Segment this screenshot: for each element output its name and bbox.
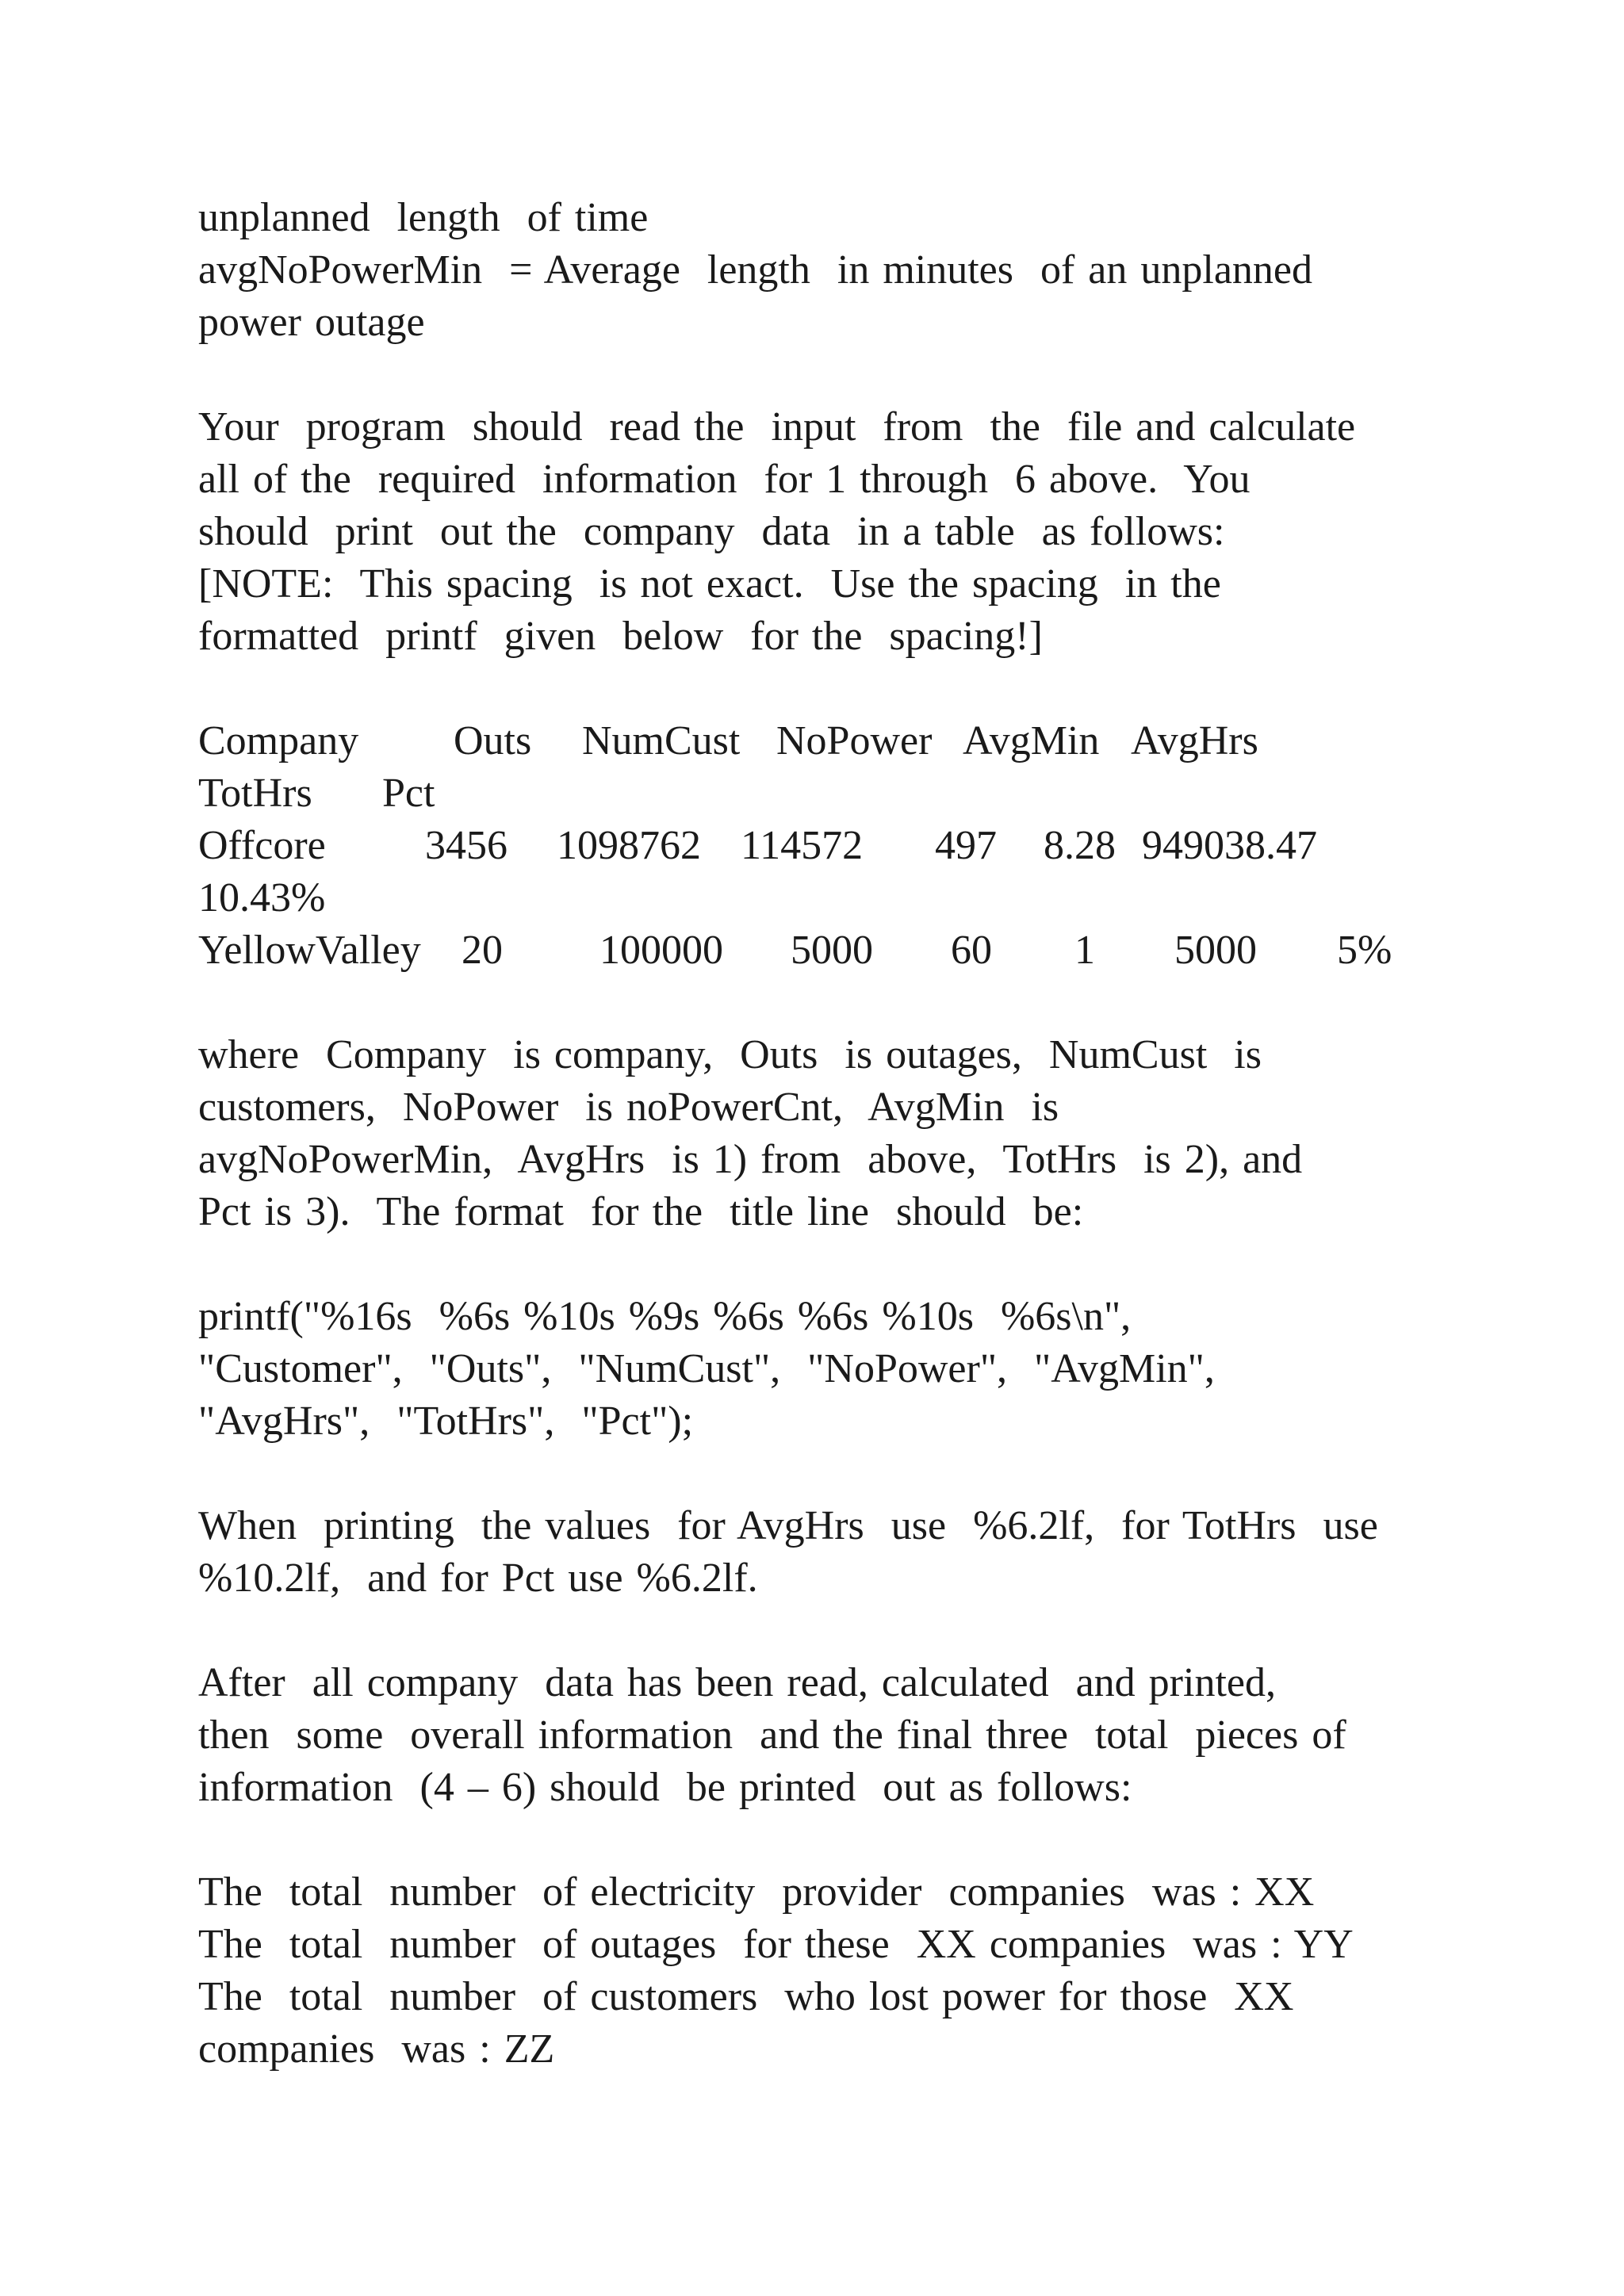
header-numcust: NumCust: [582, 718, 741, 763]
table-header-row-wrap: [198, 767, 1499, 820]
table-row: [198, 820, 1499, 872]
para2-line-4: Pct is 3). The format for the title line should be:: [198, 1189, 1084, 1234]
para4-line-2: then some overall information and the final three total pieces of: [198, 1712, 1346, 1758]
header-outs: Outs: [454, 718, 532, 763]
para1-line-5: formatted printf given below for the spacing!]: [198, 614, 1043, 659]
cell-avgmin: 60: [951, 928, 992, 973]
code-line-3: "AvgHrs", "TotHrs", "Pct");: [198, 1399, 694, 1444]
cell-pct: 5%: [1337, 928, 1392, 973]
cell-numcust: 100000: [599, 928, 723, 973]
table-header-row: [198, 715, 1499, 767]
para5-line-2: The total number of outages for these XX companies was : YY: [198, 1922, 1354, 1967]
para5-line-1: The total number of electricity provider companies was : XX: [198, 1869, 1315, 1915]
header-avgmin: AvgMin: [963, 718, 1100, 763]
cell-tothrs: 949038.47: [1142, 823, 1317, 868]
cell-avghrs: 8.28: [1044, 823, 1116, 868]
cell-avgmin: 497: [935, 823, 997, 868]
cell-company: YellowValley: [198, 928, 421, 973]
header-company: Company: [198, 718, 359, 763]
header-avghrs: AvgHrs: [1131, 718, 1258, 763]
para2-line-3: avgNoPowerMin, AvgHrs is 1) from above, TotHrs is 2), and: [198, 1137, 1303, 1182]
document-page: [198, 192, 1499, 2076]
para2-line-1: where Company is company, Outs is outages, NumCust is: [198, 1032, 1262, 1077]
cell-outs: 20: [462, 928, 503, 973]
para1-line-1: Your program should read the input from the file and calculate: [198, 404, 1356, 450]
intro-line-2: avgNoPowerMin = Average length in minutes of an unplanned: [198, 247, 1312, 293]
intro-line-3: power outage: [198, 300, 425, 345]
table-row: [198, 924, 1499, 977]
para1-line-4: [NOTE: This spacing is not exact. Use the spacing in the: [198, 561, 1221, 607]
code-line-1: printf("%16s %6s %10s %9s %6s %6s %10s %6s\n",: [198, 1294, 1132, 1339]
para2-line-2: customers, NoPower is noPowerCnt, AvgMin is: [198, 1085, 1059, 1130]
cell-company: Offcore: [198, 823, 326, 868]
header-tothrs: TotHrs: [198, 771, 312, 816]
para1-line-2: all of the required information for 1 through 6 above. You: [198, 457, 1251, 502]
cell-outs: 3456: [425, 823, 508, 868]
para5-line-4: companies was : ZZ: [198, 2026, 555, 2072]
cell-nopower: 5000: [791, 928, 873, 973]
para3-line-1: When printing the values for AvgHrs use %6.2lf, for TotHrs use: [198, 1503, 1378, 1548]
header-nopower: NoPower: [776, 718, 933, 763]
para4-line-1: After all company data has been read, calculated and printed,: [198, 1660, 1276, 1705]
cell-avghrs: 1: [1074, 928, 1095, 973]
cell-numcust: 1098762: [557, 823, 701, 868]
intro-line-1: unplanned length of time: [198, 195, 649, 240]
cell-tothrs: 5000: [1174, 928, 1257, 973]
cell-nopower: 114572: [741, 823, 864, 868]
para4-line-3: information (4 – 6) should be printed out as follows:: [198, 1765, 1132, 1810]
cell-pct: 10.43%: [198, 875, 326, 920]
para1-line-3: should print out the company data in a table as follows:: [198, 509, 1225, 554]
code-line-2: "Customer", "Outs", "NumCust", "NoPower", "AvgMin",: [198, 1346, 1215, 1391]
table-row-wrap: [198, 872, 1499, 924]
para3-line-2: %10.2lf, and for Pct use %6.2lf.: [198, 1556, 758, 1601]
para5-line-3: The total number of customers who lost power for those XX: [198, 1974, 1294, 2019]
header-pct: Pct: [382, 771, 435, 816]
